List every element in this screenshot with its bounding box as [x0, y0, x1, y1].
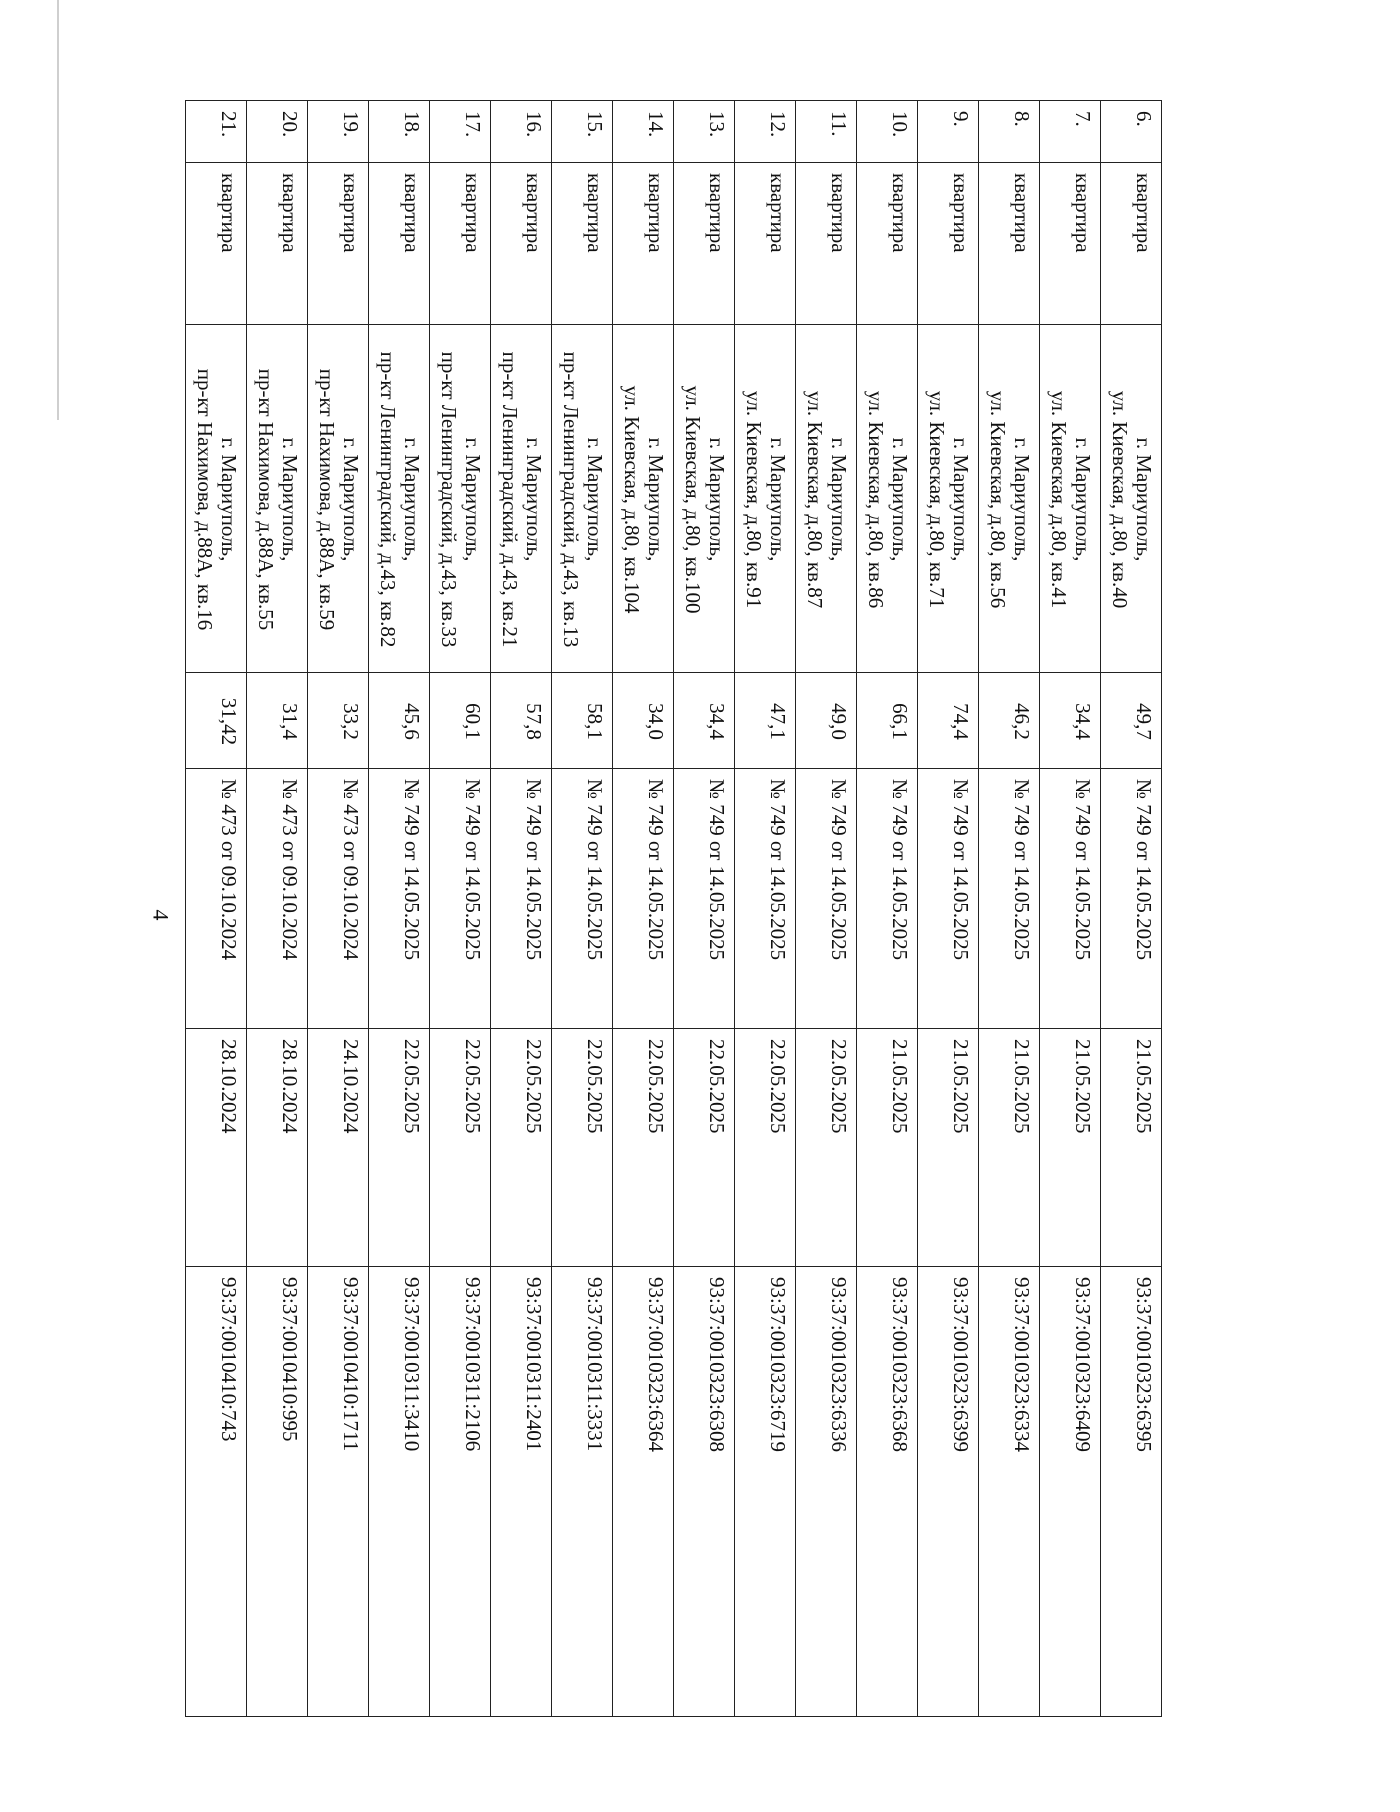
order-cell: № 749 от 14.05.2025 — [430, 769, 491, 1029]
row-number-cell: 13. — [674, 101, 735, 163]
address-city: г. Мариуполь, — [1010, 437, 1034, 562]
area-cell: 49,7 — [1101, 673, 1162, 769]
address-street: ул. Киевская, д.80, кв.104 — [620, 385, 645, 614]
area-cell: 66,1 — [857, 673, 918, 769]
order-cell: № 749 от 14.05.2025 — [674, 769, 735, 1029]
area-cell: 34,4 — [1040, 673, 1101, 769]
table-rotation-wrapper — [186, 100, 1162, 1716]
address-cell — [979, 325, 1040, 673]
area-cell: 34,0 — [613, 673, 674, 769]
row-number-cell: 20. — [247, 101, 308, 163]
row-number-cell: 10. — [857, 101, 918, 163]
order-cell: № 749 от 14.05.2025 — [552, 769, 613, 1029]
address-cell — [247, 325, 308, 673]
row-number-cell: 21. — [186, 101, 247, 163]
address-cell — [735, 325, 796, 673]
table-row — [1101, 101, 1162, 1717]
object-type-cell: квартира — [613, 163, 674, 325]
address-cell — [613, 325, 674, 673]
table-row — [674, 101, 735, 1717]
order-cell: № 749 от 14.05.2025 — [491, 769, 552, 1029]
order-cell: № 749 от 14.05.2025 — [1040, 769, 1101, 1029]
area-cell: 58,1 — [552, 673, 613, 769]
area-cell: 49,0 — [796, 673, 857, 769]
order-cell: № 749 от 14.05.2025 — [613, 769, 674, 1029]
object-type-cell: квартира — [491, 163, 552, 325]
object-type-cell: квартира — [979, 163, 1040, 325]
order-cell: № 749 от 14.05.2025 — [1101, 769, 1162, 1029]
address-city: г. Мариуполь, — [644, 437, 668, 562]
address-street: пр-кт Ленинградский, д.43, кв.13 — [559, 351, 584, 648]
address-cell — [369, 325, 430, 673]
date-cell: 21.05.2025 — [918, 1029, 979, 1267]
date-cell: 22.05.2025 — [674, 1029, 735, 1267]
address-street: ул. Киевская, д.80, кв.71 — [925, 390, 950, 609]
object-type-cell: квартира — [430, 163, 491, 325]
object-type-cell: квартира — [186, 163, 247, 325]
address-street: пр-кт Ленинградский, д.43, кв.21 — [498, 351, 523, 648]
address-street: ул. Киевская, д.80, кв.41 — [1047, 390, 1072, 609]
area-cell: 34,4 — [674, 673, 735, 769]
object-type-cell: квартира — [247, 163, 308, 325]
address-cell — [674, 325, 735, 673]
date-cell: 22.05.2025 — [430, 1029, 491, 1267]
cadastral-number-cell: 93:37:0010410:995 — [247, 1267, 308, 1717]
row-number-cell: 9. — [918, 101, 979, 163]
address-street: пр-кт Ленинградский, д.43, кв.33 — [437, 351, 462, 648]
table-row — [369, 101, 430, 1717]
date-cell: 22.05.2025 — [369, 1029, 430, 1267]
address-city: г. Мариуполь, — [1132, 437, 1156, 562]
object-type-cell: квартира — [1040, 163, 1101, 325]
object-type-cell: квартира — [796, 163, 857, 325]
table-row — [918, 101, 979, 1717]
address-city: г. Мариуполь, — [400, 437, 424, 562]
cadastral-number-cell: 93:37:0010311:3331 — [552, 1267, 613, 1717]
order-cell: № 473 от 09.10.2024 — [308, 769, 369, 1029]
order-cell: № 749 от 14.05.2025 — [796, 769, 857, 1029]
cadastral-number-cell: 93:37:0010323:6399 — [918, 1267, 979, 1717]
object-type-cell: квартира — [552, 163, 613, 325]
order-cell: № 473 от 09.10.2024 — [186, 769, 247, 1029]
area-cell: 57,8 — [491, 673, 552, 769]
cadastral-number-cell: 93:37:0010323:6395 — [1101, 1267, 1162, 1717]
address-city: г. Мариуполь, — [278, 437, 302, 562]
cadastral-number-cell: 93:37:0010323:6336 — [796, 1267, 857, 1717]
address-street: пр-кт Нахимова, д.88А, кв.59 — [315, 368, 340, 631]
row-number-cell: 11. — [796, 101, 857, 163]
row-number-cell: 19. — [308, 101, 369, 163]
date-cell: 24.10.2024 — [308, 1029, 369, 1267]
address-cell — [552, 325, 613, 673]
table-body — [186, 101, 1162, 1717]
cadastral-number-cell: 93:37:0010311:2401 — [491, 1267, 552, 1717]
object-type-cell: квартира — [308, 163, 369, 325]
area-cell: 45,6 — [369, 673, 430, 769]
table-row — [308, 101, 369, 1717]
date-cell: 21.05.2025 — [857, 1029, 918, 1267]
address-street: ул. Киевская, д.80, кв.40 — [1108, 390, 1133, 609]
table-row — [613, 101, 674, 1717]
address-city: г. Мариуполь, — [888, 437, 912, 562]
address-cell — [1040, 325, 1101, 673]
date-cell: 21.05.2025 — [979, 1029, 1040, 1267]
table-row — [979, 101, 1040, 1717]
area-cell: 31,4 — [247, 673, 308, 769]
address-city: г. Мариуполь, — [522, 437, 546, 562]
row-number-cell: 8. — [979, 101, 1040, 163]
object-type-cell: квартира — [674, 163, 735, 325]
address-cell — [308, 325, 369, 673]
address-street: ул. Киевская, д.80, кв.100 — [681, 385, 706, 614]
address-city: г. Мариуполь, — [827, 437, 851, 562]
date-cell: 22.05.2025 — [613, 1029, 674, 1267]
address-city: г. Мариуполь, — [217, 437, 241, 562]
row-number-cell: 6. — [1101, 101, 1162, 163]
address-cell — [491, 325, 552, 673]
cadastral-number-cell: 93:37:0010323:6368 — [857, 1267, 918, 1717]
cadastral-number-cell: 93:37:0010323:6308 — [674, 1267, 735, 1717]
cadastral-number-cell: 93:37:0010410:1711 — [308, 1267, 369, 1717]
row-number-cell: 16. — [491, 101, 552, 163]
address-city: г. Мариуполь, — [583, 437, 607, 562]
cadastral-number-cell: 93:37:0010311:2106 — [430, 1267, 491, 1717]
address-city: г. Мариуполь, — [339, 437, 363, 562]
cadastral-number-cell: 93:37:0010323:6409 — [1040, 1267, 1101, 1717]
row-number-cell: 17. — [430, 101, 491, 163]
date-cell: 22.05.2025 — [796, 1029, 857, 1267]
area-cell: 31,42 — [186, 673, 247, 769]
page-number: 4 — [148, 909, 174, 921]
address-cell — [1101, 325, 1162, 673]
row-number-cell: 15. — [552, 101, 613, 163]
cadastral-number-cell: 93:37:0010323:6364 — [613, 1267, 674, 1717]
address-street: ул. Киевская, д.80, кв.87 — [803, 390, 828, 609]
table-row — [552, 101, 613, 1717]
order-cell: № 749 от 14.05.2025 — [857, 769, 918, 1029]
date-cell: 28.10.2024 — [186, 1029, 247, 1267]
address-city: г. Мариуполь, — [705, 437, 729, 562]
order-cell: № 473 от 09.10.2024 — [247, 769, 308, 1029]
date-cell: 28.10.2024 — [247, 1029, 308, 1267]
area-cell: 60,1 — [430, 673, 491, 769]
object-type-cell: квартира — [857, 163, 918, 325]
date-cell: 21.05.2025 — [1040, 1029, 1101, 1267]
table-row — [186, 101, 247, 1717]
order-cell: № 749 от 14.05.2025 — [369, 769, 430, 1029]
cadastral-number-cell: 93:37:0010323:6719 — [735, 1267, 796, 1717]
area-cell: 47,1 — [735, 673, 796, 769]
cadastral-number-cell: 93:37:0010323:6334 — [979, 1267, 1040, 1717]
address-street: пр-кт Ленинградский, д.43, кв.82 — [376, 351, 401, 648]
area-cell: 46,2 — [979, 673, 1040, 769]
object-type-cell: квартира — [735, 163, 796, 325]
address-street: пр-кт Нахимова, д.88А, кв.55 — [254, 368, 279, 631]
date-cell: 22.05.2025 — [552, 1029, 613, 1267]
address-city: г. Мариуполь, — [766, 437, 790, 562]
address-street: ул. Киевская, д.80, кв.91 — [742, 390, 767, 609]
table-row — [491, 101, 552, 1717]
table-row — [430, 101, 491, 1717]
address-city: г. Мариуполь, — [461, 437, 485, 562]
table-row — [796, 101, 857, 1717]
address-city: г. Мариуполь, — [1071, 437, 1095, 562]
object-type-cell: квартира — [1101, 163, 1162, 325]
address-cell — [796, 325, 857, 673]
scan-edge-line — [57, 0, 59, 420]
date-cell: 22.05.2025 — [735, 1029, 796, 1267]
address-city: г. Мариуполь, — [949, 437, 973, 562]
date-cell: 22.05.2025 — [491, 1029, 552, 1267]
area-cell: 33,2 — [308, 673, 369, 769]
table-row — [857, 101, 918, 1717]
row-number-cell: 12. — [735, 101, 796, 163]
cadastral-number-cell: 93:37:0010311:3410 — [369, 1267, 430, 1717]
area-cell: 74,4 — [918, 673, 979, 769]
row-number-cell: 14. — [613, 101, 674, 163]
order-cell: № 749 от 14.05.2025 — [979, 769, 1040, 1029]
address-cell — [186, 325, 247, 673]
order-cell: № 749 от 14.05.2025 — [918, 769, 979, 1029]
order-cell: № 749 от 14.05.2025 — [735, 769, 796, 1029]
row-number-cell: 18. — [369, 101, 430, 163]
table-row — [735, 101, 796, 1717]
property-table — [185, 100, 1162, 1717]
address-cell — [857, 325, 918, 673]
address-street: ул. Киевская, д.80, кв.86 — [864, 390, 889, 609]
row-number-cell: 7. — [1040, 101, 1101, 163]
address-street: ул. Киевская, д.80, кв.56 — [986, 390, 1011, 609]
table-row — [247, 101, 308, 1717]
object-type-cell: квартира — [918, 163, 979, 325]
cadastral-number-cell: 93:37:0010410:743 — [186, 1267, 247, 1717]
table-row — [1040, 101, 1101, 1717]
address-cell — [918, 325, 979, 673]
date-cell: 21.05.2025 — [1101, 1029, 1162, 1267]
address-cell — [430, 325, 491, 673]
address-street: пр-кт Нахимова, д.88А, кв.16 — [193, 368, 218, 631]
object-type-cell: квартира — [369, 163, 430, 325]
